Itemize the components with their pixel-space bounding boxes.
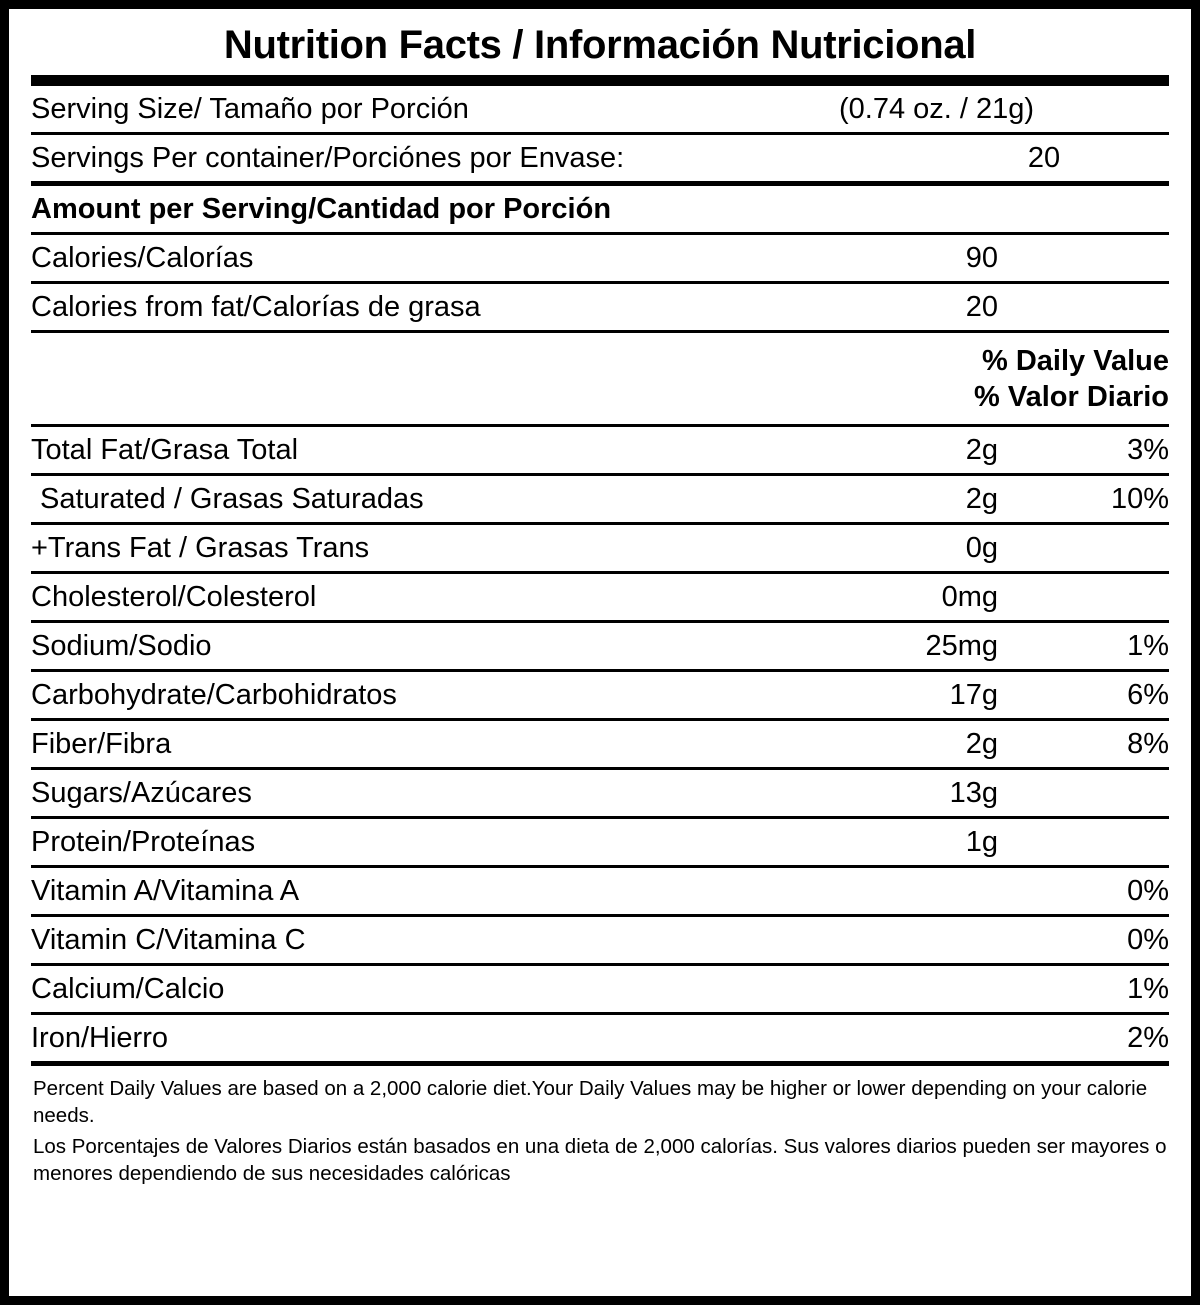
table-row	[31, 574, 1169, 620]
nutrient-amount: 25mg	[925, 629, 998, 662]
nutrient-amount: 2g	[965, 727, 998, 760]
page-title: Nutrition Facts / Información Nutricional	[223, 23, 977, 67]
table-row	[31, 1015, 1169, 1061]
servings-per-container-value: 20	[1027, 142, 1061, 174]
footnote-es: Los Porcentajes de Valores Diarios están basados en una dieta de 2,000 calorías. Sus valores diarios pueden ser mayores o menores dependiendo de sus necesidades calóricas	[33, 1134, 1167, 1185]
table-row	[31, 770, 1169, 816]
table-row	[31, 525, 1169, 571]
calories-value: 90	[965, 242, 998, 274]
serving-size-value: (0.74 oz. / 21g)	[839, 93, 1035, 125]
nutrient-dv: 1%	[1127, 629, 1169, 662]
nutrient-dv: 0%	[1127, 874, 1169, 907]
amount-per-serving-label: Amount per Serving/Cantidad por Porción	[31, 193, 612, 225]
nutrient-amount: 13g	[949, 776, 998, 809]
table-row	[31, 868, 1169, 914]
nutrient-rows	[31, 427, 1169, 1061]
table-row	[31, 966, 1169, 1012]
nutrient-amount: 17g	[949, 678, 998, 711]
nutrient-dv: 2%	[1127, 1021, 1169, 1054]
nutrient-label: Sodium/Sodio	[31, 629, 212, 662]
nutrient-amount: 2g	[965, 433, 998, 466]
daily-value-header	[31, 333, 1169, 424]
nutrient-label: Sugars/Azúcares	[31, 776, 252, 809]
nutrient-amount: 1g	[965, 825, 998, 858]
calories-from-fat-row	[31, 284, 1169, 330]
table-row	[31, 476, 1169, 522]
nutrient-label: Vitamin C/Vitamina C	[31, 923, 306, 956]
nutrient-amount: 0g	[965, 531, 998, 564]
serving-size-row	[31, 86, 1169, 132]
table-row	[31, 672, 1169, 718]
table-row	[31, 819, 1169, 865]
nutrient-label: Protein/Proteínas	[31, 825, 256, 858]
calories-row	[31, 235, 1169, 281]
nutrient-dv: 6%	[1127, 678, 1169, 711]
nutrient-label: Saturated / Grasas Saturadas	[40, 482, 424, 515]
table-row	[31, 623, 1169, 669]
table-row	[31, 917, 1169, 963]
footnote	[31, 1066, 1169, 1187]
calories-label: Calories/Calorías	[31, 242, 254, 274]
calories-from-fat-label: Calories from fat/Calorías de grasa	[31, 291, 481, 323]
nutrient-label: Calcium/Calcio	[31, 972, 225, 1005]
nutrient-dv: 8%	[1127, 727, 1169, 760]
nutrient-dv: 10%	[1110, 482, 1169, 515]
nutrient-label: Carbohydrate/Carbohidratos	[31, 678, 397, 711]
table-row	[31, 721, 1169, 767]
nutrient-label: Fiber/Fibra	[31, 727, 172, 760]
amount-per-serving-row	[31, 186, 1169, 232]
serving-size-label: Serving Size/ Tamaño por Porción	[31, 93, 469, 125]
nutrient-label: Total Fat/Grasa Total	[31, 433, 299, 466]
table-row	[31, 427, 1169, 473]
nutrient-label: Vitamin A/Vitamina A	[31, 874, 300, 907]
daily-value-header-es: % Valor Diario	[973, 381, 1169, 414]
nutrition-facts-content	[9, 9, 1191, 1201]
daily-value-header-en: % Daily Value	[982, 345, 1169, 377]
nutrient-dv: 0%	[1127, 923, 1169, 956]
servings-per-container-row	[31, 135, 1169, 181]
nutrient-dv: 1%	[1127, 972, 1169, 1005]
divider-thick-top	[31, 75, 1169, 86]
nutrient-label: Iron/Hierro	[31, 1021, 168, 1054]
nutrient-amount: 2g	[965, 482, 998, 515]
servings-per-container-label: Servings Per container/Porciónes por Envase:	[31, 142, 625, 174]
footnote-en: Percent Daily Values are based on a 2,000 calorie diet.Your Daily Values may be higher or lower depending on your calorie needs.	[33, 1076, 1148, 1127]
calories-from-fat-value: 20	[965, 291, 998, 323]
nutrient-dv: 3%	[1127, 433, 1169, 466]
nutrient-label: +Trans Fat / Grasas Trans	[31, 531, 370, 564]
nutrient-label: Cholesterol/Colesterol	[31, 580, 317, 613]
nutrient-amount: 0mg	[941, 580, 998, 613]
